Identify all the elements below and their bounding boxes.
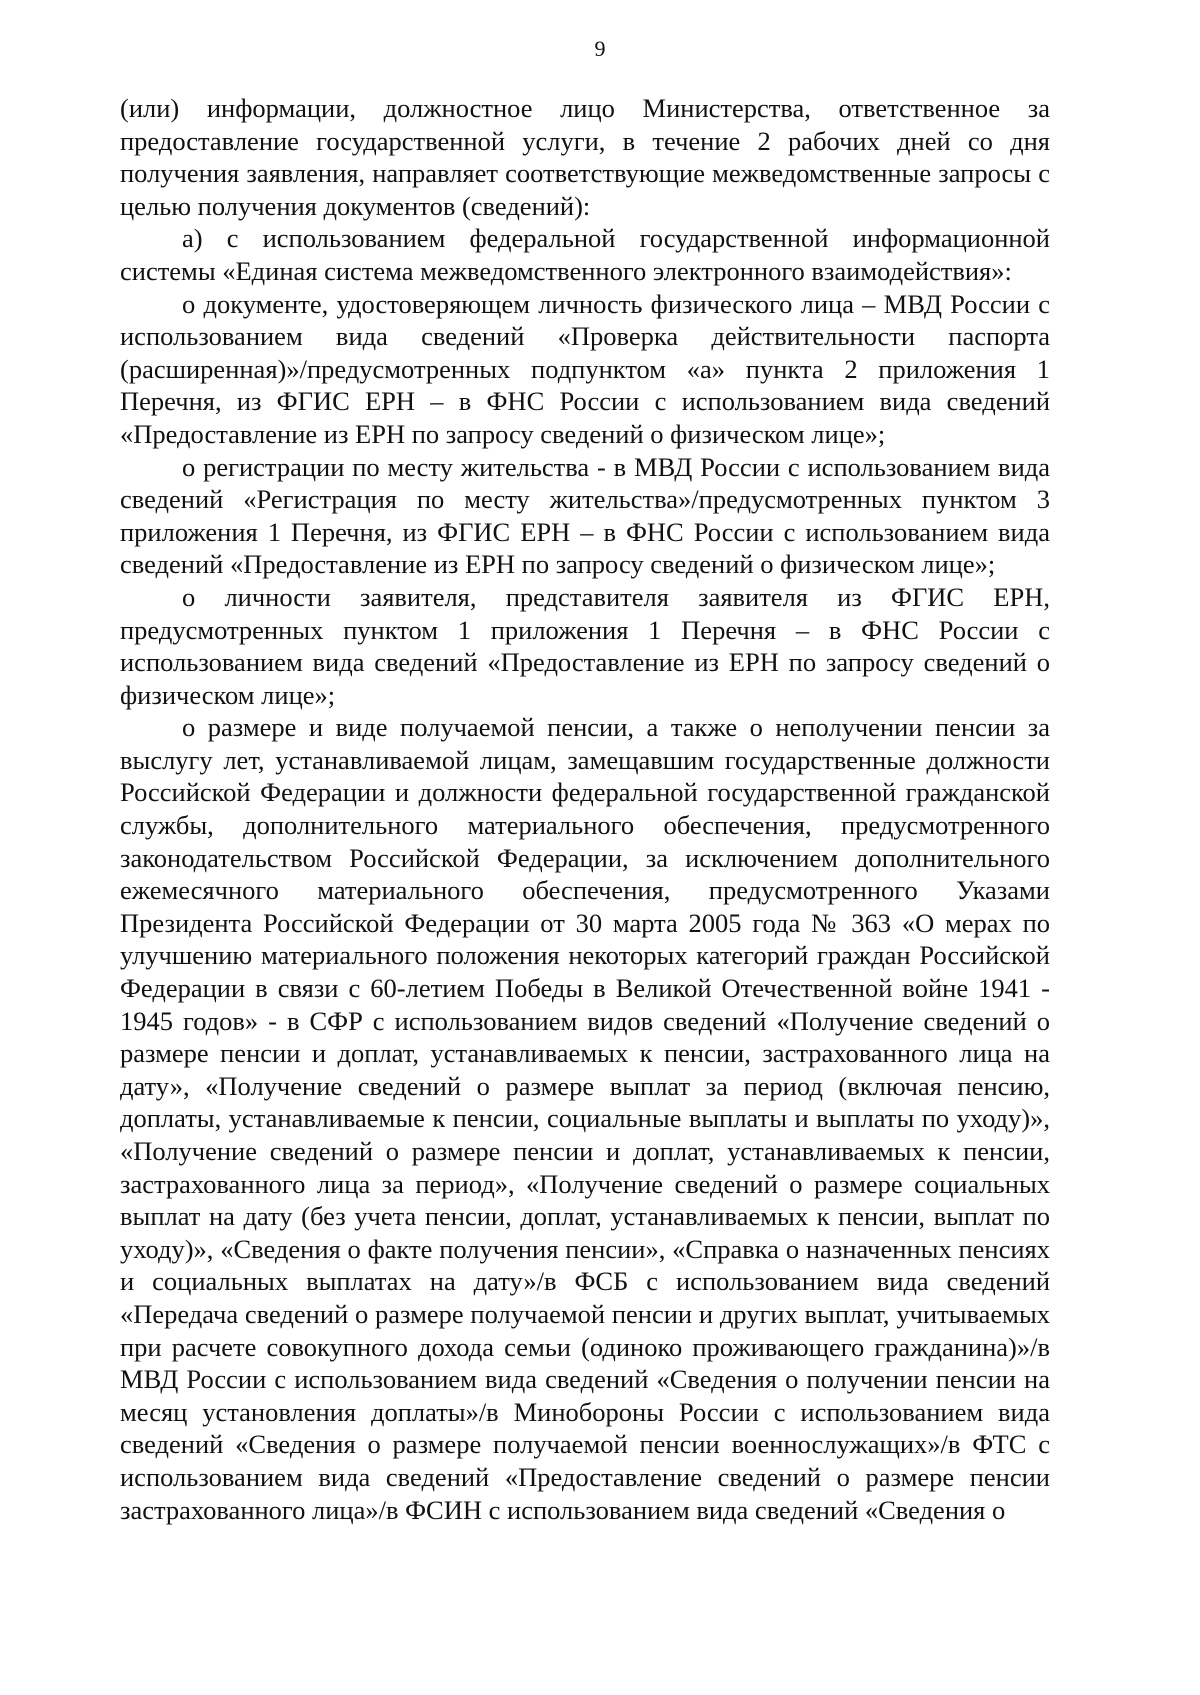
page-number: 9 <box>594 36 606 61</box>
paragraph-identity-document: о документе, удостоверяющем личность физического лица – МВД России с использованием вида сведений «Проверка действительности паспорта (расширенная)»/предусмотренных подпунктом «а» пункта 2 приложения 1 Перечня, из ФГИС ЕРН – в ФНС России с использованием вида сведений «Предоставление из ЕРН по запросу сведений о физическом лице»; <box>120 288 1050 449</box>
paragraph-pension: о размере и виде получаемой пенсии, а также о неполучении пенсии за выслугу лет, устанавливаемой лицам, замещавшим государственные должности Российской Федерации и должности федеральной государственной гражданской службы, дополнительного материального обеспечения, предусмотренного законодательством Российской Федерации, за исключением дополнительного ежемесячного материального обеспечения, предусмотренного Указами Президента Российской Федерации от 30 марта 2005 года № 363 «О мерах по улучшению материального положения некоторых категорий граждан Российской Федерации в связи с 60-летием Победы в Великой Отечественной войне 1941 - 1945 годов» - в СФР с использованием видов сведений «Получение сведений о размере пенсии и доплат, устанавливаемых к пенсии, застрахованного лица на дату», «Получение сведений о размере выплат за период (включая пенсию, доплаты, устанавливаемые к пенсии, социальные выплаты и выплаты по уходу)», «Получение сведений о размере пенсии и доплат, устанавливаемых к пенсии, застрахованного лица за период», «Получение сведений о размере социальных выплат на дату (без учета пенсии, доплат, устанавливаемых к пенсии, выплат по уходу)», «Сведения о факте получения пенсии», «Справка о назначенных пенсиях и социальных выплатах на дату»/в ФСБ с использованием вида сведений «Передача сведений о размере получаемой пенсии и других выплат, учитываемых при расчете совокупного дохода семьи (одиноко проживающего гражданина)»/в МВД России с использованием вида сведений «Сведения о получении пенсии на месяц установления доплаты»/в Минобороны России с использованием вида сведений «Сведения о размере получаемой пенсии военнослужащих»/в ФТС с использованием вида сведений «Предоставление сведений о размере пенсии застрахованного лица»/в ФСИН с использованием вида сведений «Сведения о <box>120 712 1050 1525</box>
paragraph-intro: (или) информации, должностное лицо Министерства, ответственное за предоставление государственной услуги, в течение 2 рабочих дней со дня получения заявления, направляет соответствующие межведомственные запросы с целью получения документов (сведений): <box>120 93 1050 221</box>
paragraph-smev: а) с использованием федеральной государственной информационной системы «Единая система межведомственного электронного взаимодействия»: <box>120 223 1050 286</box>
document-body <box>120 92 1050 1526</box>
paragraph-applicant-identity: о личности заявителя, представителя заявителя из ФГИС ЕРН, предусмотренных пунктом 1 приложения 1 Перечня – в ФНС России с использованием вида сведений «Предоставление из ЕРН по запросу сведений о физическом лице»; <box>120 581 1050 710</box>
paragraph-residence-registration: о регистрации по месту жительства - в МВД России с использованием вида сведений «Регистрация по месту жительства»/предусмотренных пунктом 3 приложения 1 Перечня, из ФГИС ЕРН – в ФНС России с использованием вида сведений «Предоставление из ЕРН по запросу сведений о физическом лице»; <box>120 451 1050 580</box>
